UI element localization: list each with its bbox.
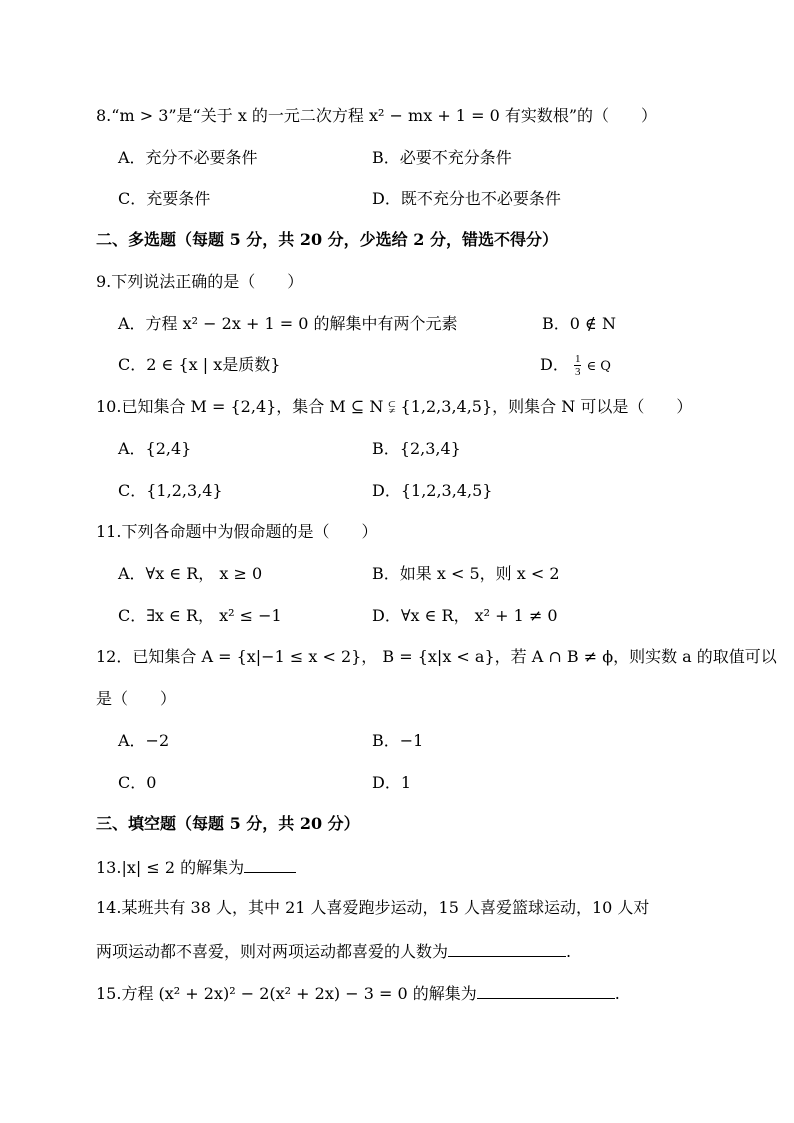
section-3-heading: 三、填空题（每题 5 分，共 20 分） — [96, 814, 360, 833]
q11-option-b: B．如果 x < 5，则 x < 2 — [372, 564, 560, 583]
fraction-numerator: 1 — [574, 353, 581, 365]
q10-option-c: C．{1,2,3,4} — [118, 481, 223, 500]
q8-option-d: D．既不充分也不必要条件 — [372, 189, 561, 208]
q12-option-b: B．−1 — [372, 731, 424, 750]
q14-answer-blank[interactable] — [448, 940, 566, 957]
fraction-denominator: 3 — [574, 366, 581, 378]
one-third-fraction — [574, 353, 582, 378]
q9-option-d-suffix: ∈ Q — [586, 359, 611, 374]
q10-stem: 10.已知集合 M = {2,4}，集合 M ⊆ N ⫋ {1,2,3,4,5}，则集合 N 可以是（ ） — [96, 397, 693, 416]
q8-stem: 8.“m > 3”是“关于 x 的一元二次方程 x² − mx + 1 = 0 有实数根”的（ ） — [96, 106, 658, 125]
q8-option-a: A．充分不必要条件 — [118, 148, 258, 167]
q8-option-b: B．必要不充分条件 — [372, 148, 512, 167]
q8-option-c: C．充要条件 — [118, 189, 211, 208]
q12-stem-line2: 是（ ） — [96, 689, 177, 708]
q9-option-d-label: D． — [540, 355, 569, 374]
q12-option-c: C．0 — [118, 773, 157, 792]
q9-option-b: B．0 ∉ N — [542, 314, 616, 333]
section-2-heading: 二、多选题（每题 5 分，共 20 分，少选给 2 分，错选不得分） — [96, 230, 558, 249]
q10-option-a: A．{2,4} — [118, 439, 192, 458]
q15-text: 15.方程 (x² + 2x)² − 2(x² + 2x) − 3 = 0 的解集为 — [96, 984, 477, 1003]
q10-option-d: D．{1,2,3,4,5} — [372, 481, 493, 500]
q11-option-c: C．∃x ∈ R， x² ≤ −1 — [118, 606, 282, 625]
q13 — [96, 856, 296, 878]
q12-stem-line1: 12．已知集合 A = {x|−1 ≤ x < 2}， B = {x|x < a}，若 A ∩ B ≠ ϕ，则实数 a 的取值可以 — [96, 647, 777, 666]
q9-stem: 9.下列说法正确的是（ ） — [96, 272, 304, 291]
q11-option-a: A．∀x ∈ R， x ≥ 0 — [118, 564, 263, 583]
q9-option-c: C．2 ∈ {x | x是质数} — [118, 355, 281, 374]
q11-stem: 11.下列各命题中为假命题的是（ ） — [96, 522, 378, 541]
q9-option-a: A．方程 x² − 2x + 1 = 0 的解集中有两个元素 — [118, 314, 458, 333]
q11-option-d: D．∀x ∈ R， x² + 1 ≠ 0 — [372, 606, 558, 625]
q14-period: . — [566, 942, 572, 961]
q13-text: 13.|x| ≤ 2 的解集为 — [96, 858, 245, 877]
q15-period: . — [614, 984, 620, 1003]
q9-option-d — [540, 346, 611, 386]
q13-answer-blank[interactable] — [244, 856, 296, 873]
q15-answer-blank[interactable] — [477, 982, 615, 999]
q10-option-b: B．{2,3,4} — [372, 439, 461, 458]
q12-option-a: A．−2 — [118, 731, 170, 750]
q14-line2 — [96, 940, 571, 962]
q15 — [96, 982, 620, 1004]
q14-line1: 14.某班共有 38 人，其中 21 人喜爱跑步运动，15 人喜爱篮球运动，10 人对 — [96, 898, 650, 917]
q14-line2-text: 两项运动都不喜爱，则对两项运动都喜爱的人数为 — [96, 942, 449, 961]
q12-option-d: D．1 — [372, 773, 412, 792]
